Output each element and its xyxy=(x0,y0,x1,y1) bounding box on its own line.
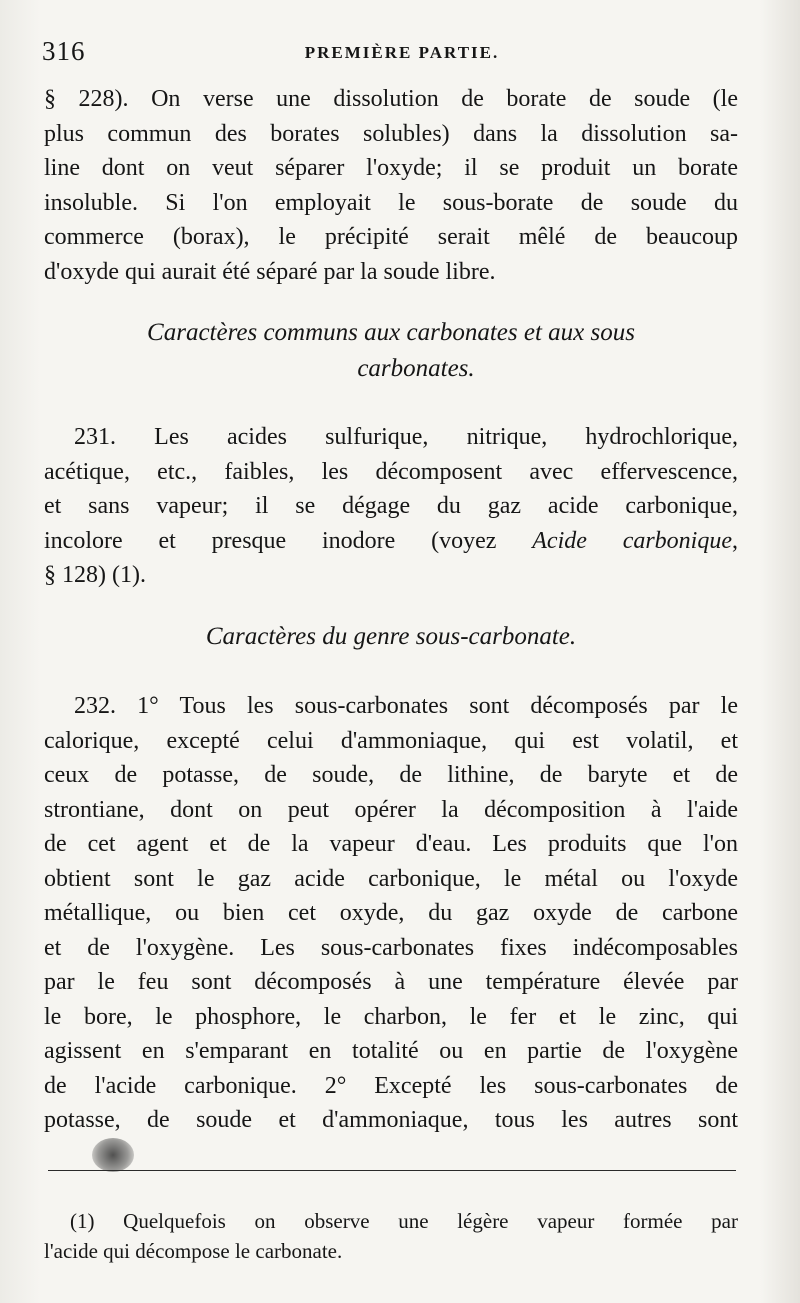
text-line: par le feu sont décomposés à une température élevée par xyxy=(44,969,738,995)
text-line: d'oxyde qui aurait été séparé par la soude libre. xyxy=(44,258,496,285)
section-heading-carbonates xyxy=(44,315,738,387)
heading-line: carbonates. xyxy=(357,355,475,382)
text-line: 232. 1° Tous les sous-carbonates sont décomposés par le xyxy=(74,693,738,719)
footnote-line: l'acide qui décompose le carbonate. xyxy=(44,1239,343,1263)
text-line: obtient sont le gaz acide carbonique, le métal ou l'oxyde xyxy=(44,865,738,892)
text-line: 231. Les acides sulfurique, nitrique, hydrochlorique, xyxy=(74,424,738,450)
text-line: agissent en s'emparant en totalité ou en partie de l'oxygène xyxy=(44,1038,738,1064)
page-header xyxy=(42,36,742,76)
text-line: line dont on veut séparer l'oxyde; il se produit un borate xyxy=(44,155,738,181)
footnote-divider xyxy=(48,1170,736,1171)
text-line: § 128) (1). xyxy=(44,562,146,588)
text-line: § 228). On verse une dissolution de borate de soude (le xyxy=(44,86,738,112)
text-line: strontiane, dont on peut opérer la décomposition à l'aide xyxy=(44,796,738,823)
text-line: insoluble. Si l'on employait le sous-borate de soude du xyxy=(44,189,738,216)
paragraph-232 xyxy=(44,689,738,1138)
text-line: de cet agent et de la vapeur d'eau. Les produits que l'on xyxy=(44,831,738,857)
text-line: potasse, de soude et d'ammoniaque, tous les autres sont xyxy=(44,1107,738,1133)
text-line: et sans vapeur; il se dégage du gaz acide carbonique, xyxy=(44,493,738,519)
heading-line: Caractères communs aux carbonates et aux sous xyxy=(147,319,635,346)
paragraph-231 xyxy=(44,420,738,593)
text-line: de l'acide carbonique. 2° Excepté les sous-carbonates de xyxy=(44,1072,738,1099)
running-title: PREMIÈRE PARTIE. xyxy=(304,43,500,62)
heading-line: Caractères du genre sous-carbonate. xyxy=(205,623,577,650)
page-number: 316 xyxy=(42,36,86,66)
text-line: plus commun des borates solubles) dans la dissolution sa- xyxy=(44,120,738,147)
text-line: et de l'oxygène. Les sous-carbonates fixes indécomposables xyxy=(44,934,738,961)
text-line: commerce (borax), le précipité serait mêlé de beaucoup xyxy=(44,224,738,250)
paragraph-borate-continuation xyxy=(44,82,738,289)
section-heading-sous-carbonate xyxy=(44,619,738,655)
text-line: acétique, etc., faibles, les décomposent avec effervescence, xyxy=(44,458,738,485)
footnote-line: (1) Quelquefois on observe une légère vapeur formée par xyxy=(70,1209,738,1233)
text-line: le bore, le phosphore, le charbon, le fer et le zinc, qui xyxy=(44,1003,738,1030)
text-line: métallique, ou bien cet oxyde, du gaz oxyde de carbone xyxy=(44,900,738,926)
footnote xyxy=(44,1206,738,1266)
ink-stain xyxy=(92,1138,134,1172)
text-line: calorique, excepté celui d'ammoniaque, qui est volatil, et xyxy=(44,727,738,754)
text-line: ceux de potasse, de soude, de lithine, de baryte et de xyxy=(44,762,738,788)
text-line: incolore et presque inodore (voyez Acide carbonique, xyxy=(44,527,739,554)
